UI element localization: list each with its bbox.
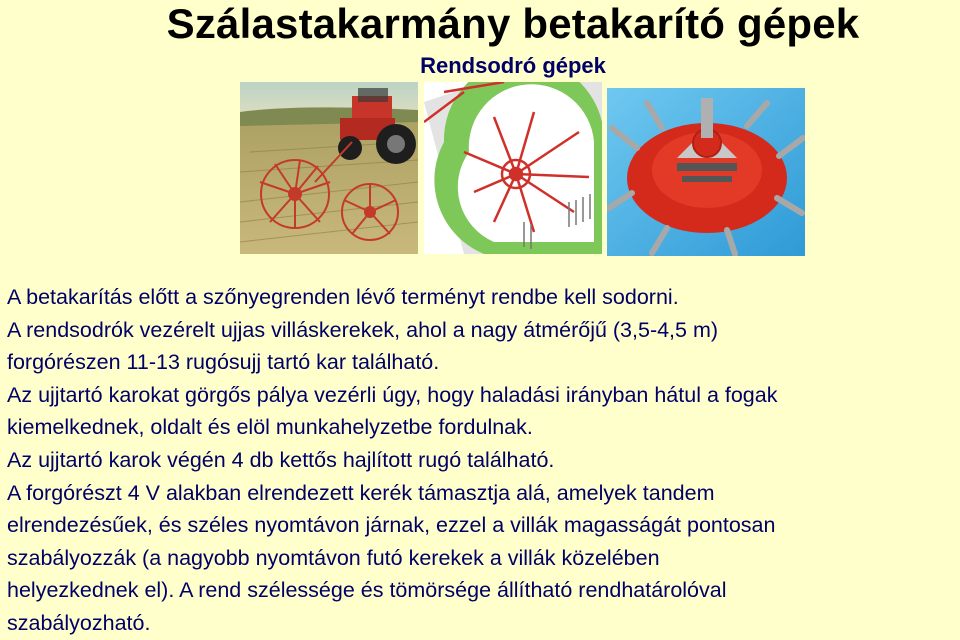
- rotor-mechanism-cutaway: [607, 88, 805, 256]
- body-line: szabályozható.: [7, 610, 151, 635]
- page-title: Szálastakarmány betakarító gépek: [166, 0, 860, 47]
- body-line: forgórészen 11-13 rugósujj tartó kar található.: [7, 350, 440, 375]
- page-subtitle: Rendsodró gépek: [420, 53, 606, 78]
- body-line: A forgórészt 4 V alakban elrendezett kerék támasztja alá, amelyek tandem: [7, 480, 715, 505]
- cam-track-diagram: [424, 82, 602, 254]
- body-line: Az ujjtartó karokat görgős pálya vezérli úgy, hogy haladási irányban hátul a fogak: [7, 382, 778, 407]
- body-line: helyezkednek el). A rend szélessége és tömörsége állítható rendhatárolóval: [7, 578, 727, 603]
- body-line: Az ujjtartó karok végén 4 db kettős hajlított rugó található.: [7, 447, 555, 472]
- body-line: kiemelkednek, oldalt és elöl munkahelyzetbe fordulnak.: [7, 415, 533, 440]
- body-line: A betakarítás előtt a szőnyegrenden lévő terményt rendbe kell sodorni.: [7, 285, 679, 309]
- body-text: [7, 281, 959, 640]
- body-line: elrendezésűek, és széles nyomtávon járnak, ezzel a villák magasságát pontosan: [7, 513, 776, 538]
- tractor-rake-photo: [240, 82, 418, 254]
- body-line: szabályozzák (a nagyobb nyomtávon futó kerekek a villák közelében: [7, 545, 660, 570]
- body-line: A rendsodrók vezérelt ujjas villáskerekek, ahol a nagy átmérőjű (3,5-4,5 m): [7, 317, 719, 342]
